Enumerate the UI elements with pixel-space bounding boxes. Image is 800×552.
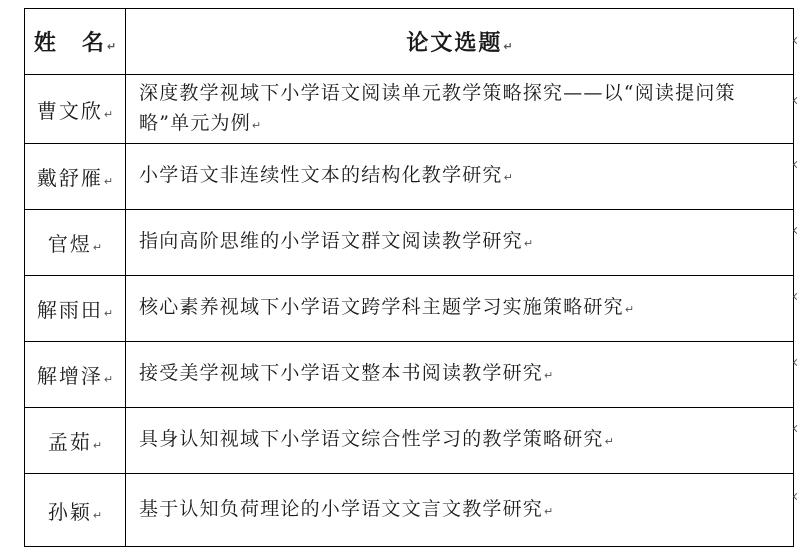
thesis-topic: 基于认知负荷理论的小学语文文言文教学研究	[139, 497, 544, 520]
student-name-cell	[25, 276, 126, 342]
row-end-mark-icon	[793, 493, 800, 500]
paragraph-mark-icon: ↵	[503, 171, 513, 184]
row-end-mark-icon	[793, 425, 800, 432]
paragraph-mark-icon: ↵	[103, 175, 114, 188]
student-name-cell	[25, 342, 126, 408]
row-end-mark-icon	[793, 161, 800, 168]
table-row	[25, 408, 794, 474]
header-topic-label: 论文选题	[406, 30, 503, 56]
thesis-topic-cell	[126, 474, 794, 547]
student-name-cell	[25, 75, 126, 144]
row-end-mark-icon	[793, 97, 800, 104]
student-name-cell	[25, 144, 126, 210]
paragraph-mark-icon: ↵	[503, 40, 513, 53]
paragraph-mark-icon: ↵	[103, 373, 114, 386]
thesis-topic-cell	[126, 210, 794, 276]
student-name-cell	[25, 210, 126, 276]
paragraph-mark-icon: ↵	[544, 504, 554, 518]
thesis-topic-cell	[126, 342, 794, 408]
paragraph-mark-icon: ↵	[92, 508, 103, 522]
student-name: 解雨田	[36, 298, 103, 322]
thesis-topic-cell	[126, 408, 794, 474]
table-row	[25, 276, 794, 342]
paragraph-mark-icon: ↵	[624, 303, 635, 316]
thesis-topic-cell	[126, 75, 794, 144]
header-name-label: 姓 名	[33, 30, 106, 56]
table-row	[25, 144, 794, 210]
student-name: 戴舒雁	[36, 166, 103, 190]
thesis-topic-cell	[126, 276, 794, 342]
header-topic-cell	[126, 9, 794, 75]
table-row	[25, 210, 794, 276]
student-name: 孟茹	[47, 430, 92, 454]
paragraph-mark-icon: ↵	[544, 369, 554, 382]
thesis-topic: 核心素养视域下小学语文跨学科主题学习实施策略研究	[139, 296, 624, 318]
thesis-topic: 接受美学视域下小学语文整本书阅读教学研究	[139, 362, 544, 384]
table-header-row	[25, 9, 794, 75]
paragraph-mark-icon: ↵	[523, 237, 534, 250]
student-name: 曹文欣	[36, 98, 103, 123]
paragraph-mark-icon: ↵	[604, 435, 614, 448]
table-row	[25, 342, 794, 408]
thesis-topic: 指向高阶思维的小学语文群文阅读教学研究	[139, 230, 523, 252]
row-end-mark-icon	[793, 359, 800, 366]
row-end-mark-icon	[793, 37, 800, 44]
table-row	[25, 75, 794, 144]
student-name-cell	[25, 474, 126, 547]
paragraph-mark-icon: ↵	[92, 439, 103, 452]
thesis-topic: 具身认知视域下小学语文综合性学习的教学策略研究	[139, 428, 604, 450]
paragraph-mark-icon: ↵	[106, 40, 117, 53]
thesis-topic-cell	[126, 144, 794, 210]
student-name: 孙颖	[47, 499, 92, 524]
table-row	[25, 474, 794, 547]
student-name: 官煜	[47, 232, 92, 256]
thesis-topic-table	[24, 8, 794, 547]
paragraph-mark-icon: ↵	[103, 307, 114, 320]
paragraph-mark-icon: ↵	[92, 241, 103, 254]
row-end-mark-icon	[793, 227, 800, 234]
paragraph-mark-icon: ↵	[103, 107, 114, 121]
student-name: 解增泽	[36, 364, 103, 388]
student-name-cell	[25, 408, 126, 474]
thesis-topic: 小学语文非连续性文本的结构化教学研究	[139, 164, 503, 186]
thesis-topic: 深度教学视域下小学语文阅读单元教学策略探究——以“阅读提问策略”单元为例	[139, 81, 736, 134]
row-end-mark-icon	[793, 293, 800, 300]
header-name-cell	[25, 9, 126, 75]
paragraph-mark-icon: ↵	[251, 118, 262, 132]
